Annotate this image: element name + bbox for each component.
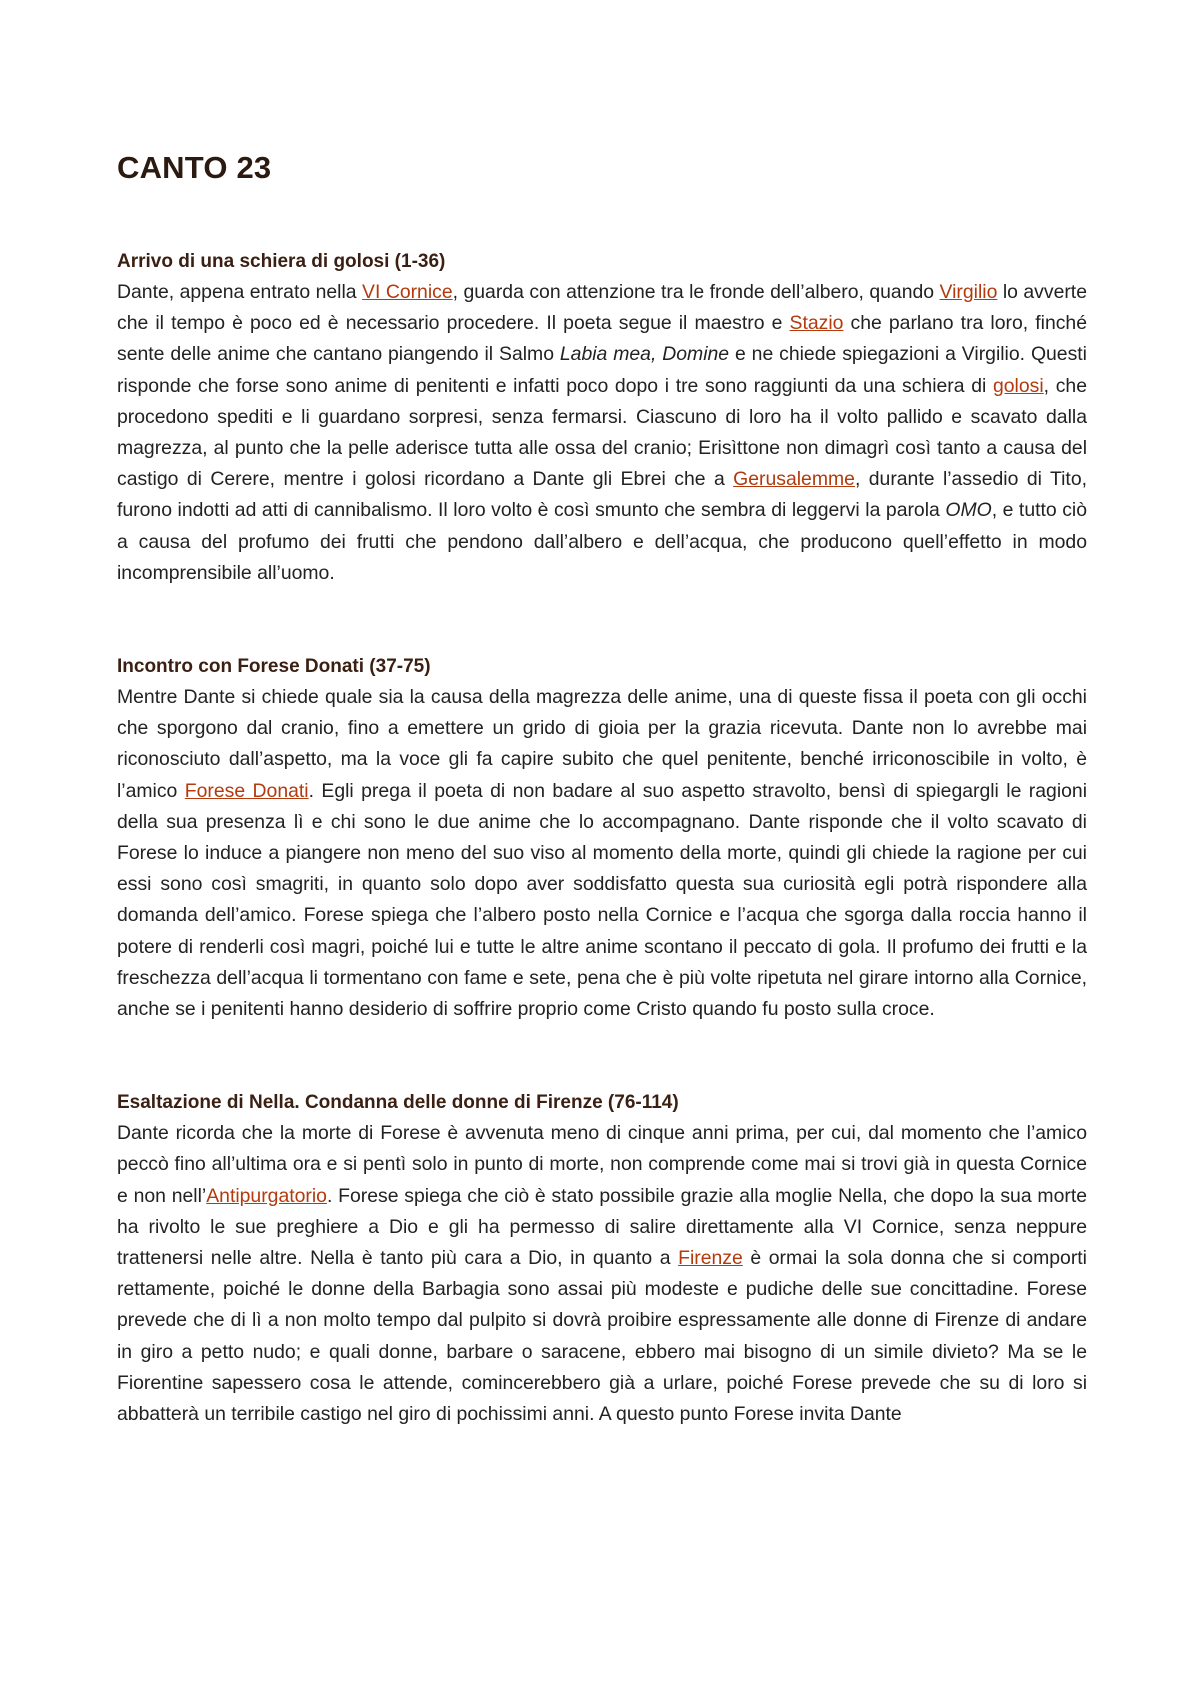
body-text: che parlano tra loro, finché sente delle anime che cantano piangendo il Salmo [117,312,1087,366]
text-link[interactable]: VI Cornice [362,281,453,303]
body-text: . Egli prega il poeta di non badare al suo aspetto stravolto, bensì di spiegargli le ragioni della sua presenza lì e chi sono le due anime che lo accompagnano. Dante risponde che il volto scavato di Forese lo induce a piangere non meno del suo viso al momento della morte, quindi gli chiede la ragione per cui essi sono così smagriti, in quanto solo dopo aver soddisfatto questa sua curiosità egli potrà rispondere alla domanda dell’amico. Forese spiega che l’albero posto nella Cornice e l’acqua che sgorga dalla roccia hanno il potere di renderli così magri, poiché lui e tutte le altre anime scontano il peccato di gola. Il profumo dei frutti e la freschezza dell’acqua li tormentano con fame e sete, pena che è più volte ripetuta nel girare intorno alla Cornice, anche se i penitenti hanno desiderio di soffrire proprio come Cristo quando fu posto sulla croce. [117,779,1087,1021]
text-link[interactable]: Antipurgatorio [206,1184,327,1207]
section-arrivo-golosi [117,246,1087,589]
body-text: , durante l’assedio di Tito, furono indotti ad atti di cannibalismo. Il loro volto è così smunto che sembra di leggervi la parola [117,468,1087,522]
body-text: Dante ricorda che la morte di Forese è avvenuta meno di cinque anni prima, per cui, dal momento che l’amico peccò fino all’ultima ora e si pentì solo in punto di morte, non comprende come mai si trovi già in questa Cornice e non nell’ [117,1122,1087,1207]
section-paragraph [117,1118,1087,1430]
section-heading: Esaltazione di Nella. Condanna delle donne di Firenze (76-114) [117,1092,679,1114]
text-link[interactable]: golosi [992,374,1044,397]
body-text: . Forese spiega che ciò è stato possibile grazie alla moglie Nella, che dopo la sua morte ha rivolto le sue preghiere a Dio e gli ha permesso di salire direttamente alla VI Cornice, senza neppure trattenersi nelle altre. Nella è tanto più cara a Dio, in quanto a [117,1184,1087,1270]
page-title: CANTO 23 [117,150,272,185]
text-link[interactable]: Stazio [789,312,844,335]
body-text: , guarda con attenzione tra le fronde dell’albero, quando [452,281,940,303]
body-text: Dante, appena entrato nella [117,281,363,303]
body-text: Mentre Dante si chiede quale sia la causa della magrezza delle anime, una di queste fissa il poeta con gli occhi che sporgono dal cranio, fino a emettere un grido di gioia per la grazia ricevuta. Dante non lo avrebbe mai riconosciuto dall’aspetto, ma la voce gli fa capire subito che quel penitente, benché irriconoscibile in volto, è l’amico [117,686,1087,802]
text-link[interactable]: Virgilio [939,281,998,303]
body-text: e ne chiede spiegazioni a Virgilio. Questi risponde che forse sono anime di penitenti e infatti poco dopo i tre sono raggiunti da una schiera di [117,343,1087,397]
document-page [117,150,1087,1492]
italic-text: OMO [945,499,992,522]
section-paragraph [117,682,1087,1025]
section-heading: Incontro con Forese Donati (37-75) [117,656,431,678]
italic-text: Labia mea, Domine [559,343,730,366]
section-incontro-forese [117,651,1087,1025]
text-link[interactable]: Gerusalemme [733,468,855,491]
body-text: è ormai la sola donna che si comporti rettamente, poiché le donne della Barbagia sono assai più modeste e pudiche delle sue concittadine. Forese prevede che di lì a non molto tempo dal pulpito si dovrà proibire espressamente alle donne di Firenze di andare in giro a petto nudo; e quali donne, barbare o saracene, ebbero mai bisogno di un simile divieto? Ma se le Fiorentine sapessero cosa le attende, comincerebbero già a urlare, poiché Forese prevede che su di loro si abbatterà un terribile castigo nel giro di pochissimi anni. A questo punto Forese invita Dante [117,1247,1087,1426]
text-link[interactable]: Firenze [678,1247,743,1270]
section-heading: Arrivo di una schiera di golosi (1-36) [117,251,446,272]
text-link[interactable]: Forese Donati [184,779,309,802]
body-text: , e tutto ciò a causa del profumo dei frutti che pendono dall’albero e dell’acqua, che producono quell’effetto in modo incomprensibile all’uomo. [117,499,1087,584]
body-text: lo avverte che il tempo è poco ed è necessario procedere. Il poeta segue il maestro e [117,281,1087,335]
body-text: , che procedono spediti e li guardano sorpresi, senza fermarsi. Ciascuno di loro ha il volto pallido e scavato dalla magrezza, al punto che la pelle aderisce tutta alle ossa del cranio; Erisìttone non dimagrì così tanto a causa del castigo di Cerere, mentre i golosi ricordano a Dante gli Ebrei che a [117,374,1087,491]
section-esaltazione-nella [117,1087,1087,1430]
section-paragraph [117,277,1087,589]
